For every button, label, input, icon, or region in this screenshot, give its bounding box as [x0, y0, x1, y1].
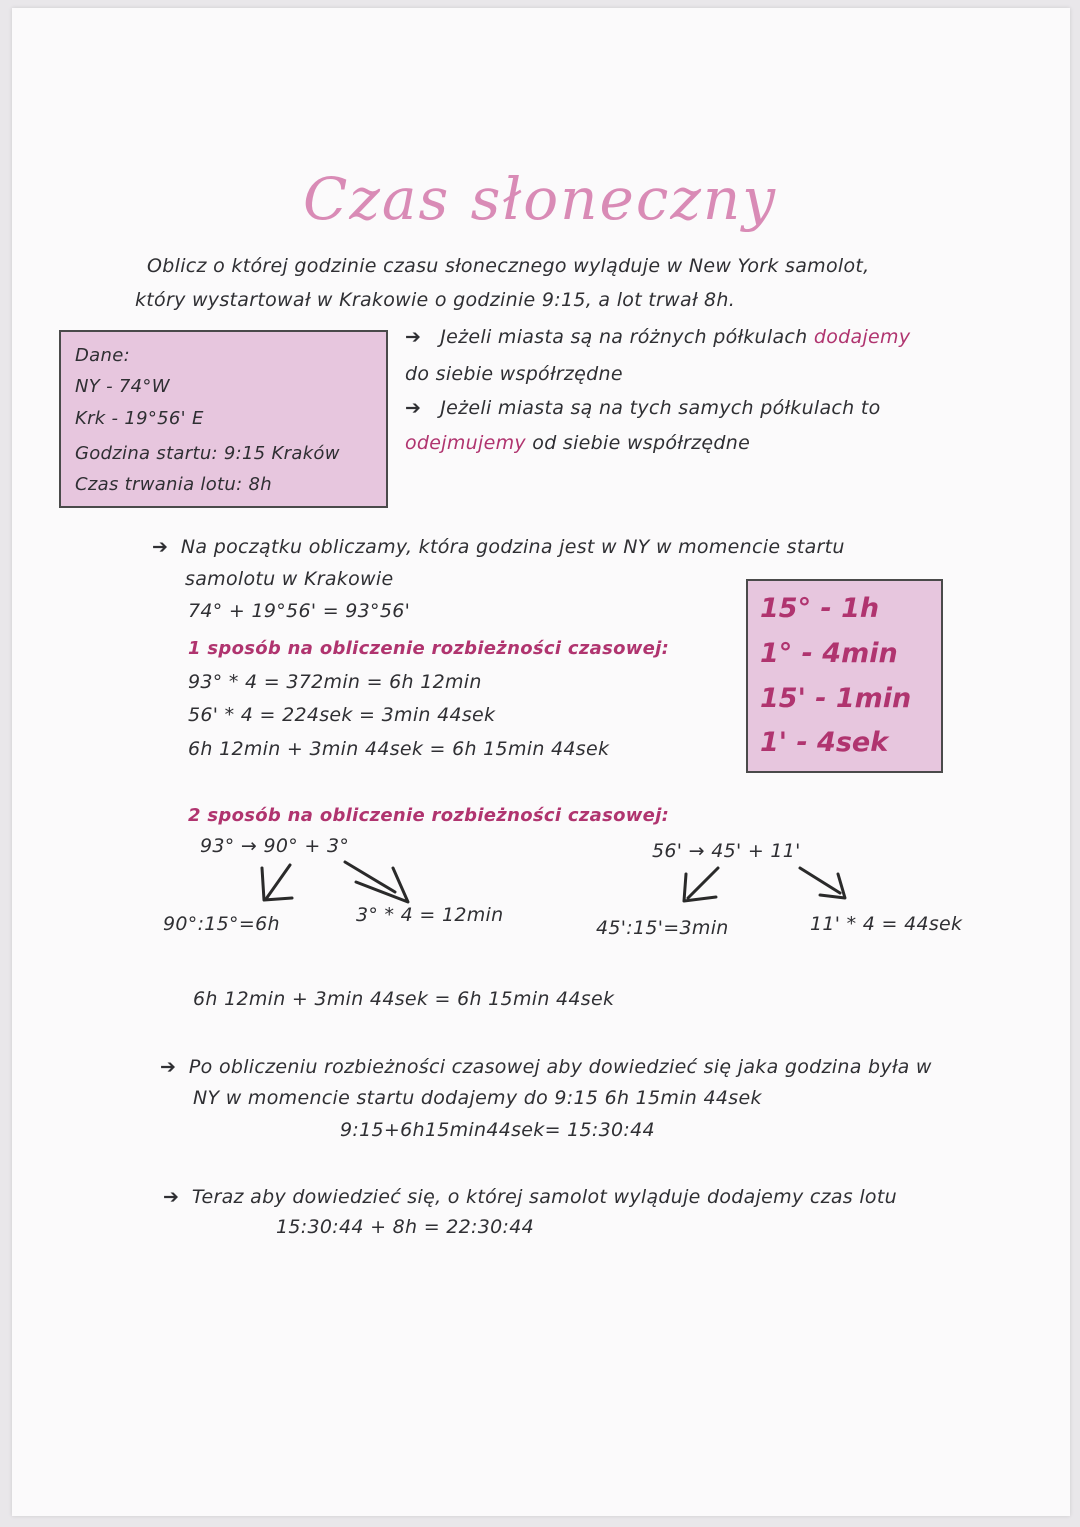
- arrow-right-icon: ➔: [405, 397, 422, 419]
- step-3-text: Teraz aby dowiedzieć się, o której samolot wyląduje dodajemy czas lotu: [191, 1186, 897, 1208]
- conversion-item: 1° - 4min: [760, 638, 898, 669]
- method-1-heading: 1 sposób na obliczenie rozbieżności czasowej:: [188, 638, 670, 659]
- rule-1-line-2: do siebie współrzędne: [405, 363, 623, 385]
- arrow-down-right-icon: [345, 862, 408, 902]
- arrow-down-right-icon: [800, 868, 845, 898]
- method-2-heading: 2 sposób na obliczenie rozbieżności czasowej:: [188, 805, 670, 826]
- minute-part-a: 45':15'=3min: [596, 917, 729, 939]
- arrow-down-left-icon: [684, 868, 718, 901]
- method-1-line-3: 6h 12min + 3min 44sek = 6h 15min 44sek: [188, 738, 610, 760]
- conversion-item: 15° - 1h: [760, 593, 880, 624]
- page-title: Czas słoneczny: [302, 165, 778, 233]
- given-start: Godzina startu: 9:15 Kraków: [75, 443, 340, 464]
- rule-1-keyword: dodajemy: [813, 326, 911, 348]
- arrow-down-left-icon: [262, 865, 292, 900]
- step-2-line-2: NY w momencie startu dodajemy do 9:15 6h 15min 44sek: [193, 1087, 762, 1109]
- arrow-right-icon: ➔: [405, 326, 422, 348]
- given-heading: Dane:: [75, 345, 130, 366]
- rule-2-keyword: odejmujemy: [405, 432, 526, 454]
- given-krk: Krk - 19°56' E: [75, 408, 204, 429]
- given-duration: Czas trwania lotu: 8h: [75, 474, 272, 495]
- rule-2-text-end: od siebie współrzędne: [532, 432, 751, 454]
- method-2-result: 6h 12min + 3min 44sek = 6h 15min 44sek: [193, 988, 615, 1010]
- conversion-item: 15' - 1min: [760, 683, 912, 714]
- method-1-line-1: 93° * 4 = 372min = 6h 12min: [188, 671, 482, 693]
- degree-part-a: 90°:15°=6h: [163, 913, 280, 935]
- method-1-line-2: 56' * 4 = 224sek = 3min 44sek: [188, 704, 496, 726]
- degree-part-b: 3° * 4 = 12min: [356, 904, 504, 926]
- rule-2-text: Jeżeli miasta są na tych samych półkulach to: [440, 397, 881, 419]
- step-2-line-1: [160, 1056, 932, 1078]
- step-3-line-1: [163, 1186, 897, 1208]
- step-2-text: Po obliczeniu rozbieżności czasowej aby dowiedzieć się jaka godzina była w: [188, 1056, 932, 1078]
- minute-part-b: 11' * 4 = 44sek: [810, 913, 963, 935]
- intro-line-2: który wystartował w Krakowie o godzinie 9:15, a lot trwał 8h.: [135, 289, 736, 311]
- minute-split: 56' → 45' + 11': [652, 840, 801, 862]
- rule-1-text: Jeżeli miasta są na różnych półkulach: [440, 326, 808, 348]
- given-ny: NY - 74°W: [75, 376, 170, 397]
- step-1-line-2: samolotu w Krakowie: [185, 568, 394, 590]
- step-3-calc: 15:30:44 + 8h = 22:30:44: [276, 1216, 534, 1238]
- step-1-text: Na początku obliczamy, która godzina jest w NY w momencie startu: [180, 536, 845, 558]
- conversion-item: 1' - 4sek: [760, 727, 889, 758]
- arrow-right-icon: ➔: [163, 1186, 180, 1208]
- step-2-calc: 9:15+6h15min44sek= 15:30:44: [340, 1119, 655, 1141]
- intro-line-1: Oblicz o której godzinie czasu słonecznego wyląduje w New York samolot,: [147, 255, 870, 277]
- degree-split: 93° → 90° + 3°: [200, 835, 350, 857]
- arrow-right-icon: ➔: [160, 1056, 177, 1078]
- arrow-right-icon: ➔: [152, 536, 169, 558]
- coordinate-sum: 74° + 19°56' = 93°56': [188, 600, 411, 622]
